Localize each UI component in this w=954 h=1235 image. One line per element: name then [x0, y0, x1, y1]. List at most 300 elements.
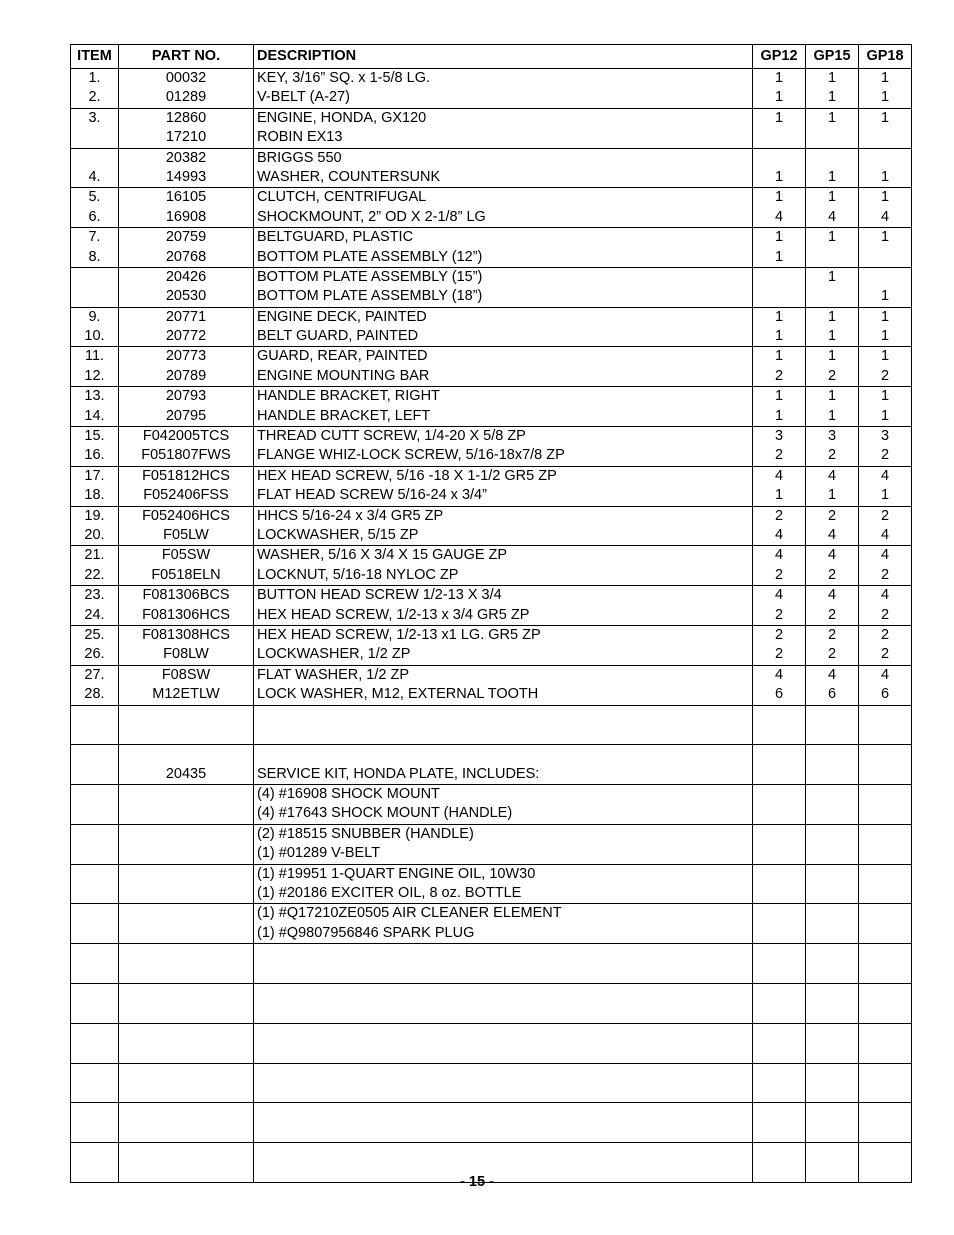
table-row: [71, 1023, 912, 1063]
description-cell: [254, 466, 753, 506]
cell-line: [753, 825, 805, 844]
cell-line: [257, 1064, 752, 1083]
cell-line: [119, 745, 253, 764]
cell-line: 1: [774, 388, 784, 405]
qty-gp18-cell: [859, 347, 912, 387]
table-row: [71, 904, 912, 944]
cell-line: 1: [827, 328, 837, 345]
parts-table: [70, 44, 912, 1183]
cell-line: 20530: [165, 288, 207, 305]
cell-line: 4: [827, 666, 837, 683]
cell-line: 1: [774, 70, 784, 86]
cell-line: 4: [827, 208, 837, 225]
part-no-cell: [119, 1103, 254, 1143]
cell-line: LOCK WASHER, M12, EXTERNAL TOOTH: [257, 686, 539, 703]
cell-line: [753, 904, 805, 923]
part-no-cell: [119, 705, 254, 745]
cell-line: 1: [774, 109, 784, 126]
description-cell: [254, 387, 753, 427]
description-cell: [254, 1103, 753, 1143]
col-header-gp18: GP18: [859, 45, 912, 69]
cell-line: [71, 1103, 118, 1122]
qty-gp15-cell: [806, 864, 859, 904]
cell-line: 2: [880, 646, 890, 663]
cell-line: [71, 1003, 118, 1022]
cell-line: 4: [774, 587, 784, 604]
cell-line: [71, 725, 118, 744]
description-cell: [254, 944, 753, 984]
cell-line: 4: [880, 547, 890, 564]
cell-line: [119, 884, 253, 903]
qty-gp15-cell: [806, 1023, 859, 1063]
description-cell: [254, 586, 753, 626]
cell-line: 1: [827, 348, 837, 365]
qty-gp12-cell: [753, 546, 806, 586]
item-cell: [71, 69, 119, 109]
cell-line: 3: [774, 428, 784, 445]
description-cell: [254, 307, 753, 347]
cell-line: [753, 128, 805, 147]
cell-line: 16.: [84, 447, 105, 464]
cell-line: [859, 268, 911, 287]
cell-line: 12.: [84, 367, 105, 384]
cell-line: 21.: [84, 547, 105, 564]
cell-line: BUTTON HEAD SCREW 1/2-13 X 3/4: [257, 587, 502, 604]
col-header-item: ITEM: [71, 45, 119, 69]
cell-line: M12ETLW: [152, 686, 220, 703]
qty-gp18-cell: [859, 188, 912, 228]
cell-line: [859, 984, 911, 1003]
qty-gp18-cell: [859, 108, 912, 148]
item-cell: [71, 148, 119, 188]
qty-gp15-cell: [806, 625, 859, 665]
table-row: [71, 1103, 912, 1143]
description-cell: [254, 705, 753, 745]
cell-line: 1: [880, 189, 890, 206]
cell-line: 1: [827, 89, 837, 106]
part-no-cell: [119, 506, 254, 546]
qty-gp12-cell: [753, 904, 806, 944]
cell-line: ENGINE DECK, PAINTED: [257, 308, 427, 325]
cell-line: [71, 149, 118, 168]
qty-gp18-cell: [859, 466, 912, 506]
cell-line: [257, 944, 752, 963]
qty-gp12-cell: [753, 864, 806, 904]
qty-gp12-cell: [753, 188, 806, 228]
cell-line: [71, 1123, 118, 1142]
cell-line: 4: [880, 467, 890, 484]
qty-gp12-cell: [753, 944, 806, 984]
cell-line: 1: [774, 248, 784, 265]
cell-line: (1) #19951 1-QUART ENGINE OIL, 10W30: [257, 865, 536, 882]
cell-line: [119, 706, 253, 725]
description-cell: [254, 904, 753, 944]
part-no-cell: [119, 387, 254, 427]
description-cell: [254, 745, 753, 785]
cell-line: [257, 745, 752, 764]
qty-gp12-cell: [753, 108, 806, 148]
qty-gp15-cell: [806, 148, 859, 188]
cell-line: 1: [880, 407, 890, 424]
cell-line: 1: [827, 109, 837, 126]
part-no-cell: [119, 427, 254, 467]
cell-line: [753, 1003, 805, 1022]
table-row: [71, 705, 912, 745]
cell-line: [71, 884, 118, 903]
cell-line: [119, 865, 253, 884]
qty-gp18-cell: [859, 586, 912, 626]
cell-line: [859, 964, 911, 983]
part-no-cell: [119, 625, 254, 665]
cell-line: [753, 287, 805, 306]
cell-line: [806, 149, 858, 168]
cell-line: [119, 1064, 253, 1083]
cell-line: [806, 745, 858, 764]
cell-line: 28.: [84, 686, 105, 703]
cell-line: [71, 745, 118, 764]
item-cell: [71, 427, 119, 467]
cell-line: 6: [880, 686, 890, 703]
cell-line: [753, 1024, 805, 1043]
cell-line: [859, 804, 911, 823]
cell-line: [859, 904, 911, 923]
cell-line: [753, 964, 805, 983]
cell-line: [71, 1143, 118, 1162]
cell-line: HEX HEAD SCREW, 1/2-13 x1 LG. GR5 ZP: [257, 626, 541, 643]
cell-line: 1: [827, 487, 837, 504]
cell-line: [859, 865, 911, 884]
cell-line: [806, 785, 858, 804]
item-cell: [71, 267, 119, 307]
cell-line: 4: [827, 587, 837, 604]
qty-gp12-cell: [753, 983, 806, 1023]
cell-line: WASHER, 5/16 X 3/4 X 15 GAUGE ZP: [257, 547, 508, 564]
cell-line: 2: [827, 646, 837, 663]
cell-line: [806, 804, 858, 823]
qty-gp18-cell: [859, 785, 912, 825]
table-row: [71, 983, 912, 1023]
qty-gp12-cell: [753, 586, 806, 626]
cell-line: [71, 804, 118, 823]
cell-line: [257, 725, 752, 744]
cell-line: FLAT WASHER, 1/2 ZP: [257, 666, 410, 683]
table-row: [71, 1063, 912, 1103]
cell-line: [859, 1103, 911, 1122]
cell-line: [859, 1123, 911, 1142]
qty-gp12-cell: [753, 665, 806, 705]
qty-gp15-cell: [806, 785, 859, 825]
cell-line: 4: [880, 666, 890, 683]
cell-line: [71, 785, 118, 804]
cell-line: [859, 248, 911, 267]
cell-line: [119, 1024, 253, 1043]
cell-line: HANDLE BRACKET, LEFT: [257, 407, 431, 424]
qty-gp18-cell: [859, 228, 912, 268]
cell-line: [753, 1043, 805, 1062]
cell-line: [806, 884, 858, 903]
table-row: [71, 824, 912, 864]
item-cell: [71, 864, 119, 904]
cell-line: 2: [774, 507, 784, 524]
description-cell: [254, 347, 753, 387]
cell-line: [753, 804, 805, 823]
cell-line: [257, 1043, 752, 1062]
cell-line: V-BELT (A-27): [257, 89, 350, 106]
part-no-cell: [119, 904, 254, 944]
cell-line: 2: [774, 447, 784, 464]
description-cell: [254, 1063, 753, 1103]
description-cell: [254, 1023, 753, 1063]
table-row: [71, 506, 912, 546]
cell-line: 2: [774, 566, 784, 583]
qty-gp12-cell: [753, 347, 806, 387]
qty-gp18-cell: [859, 944, 912, 984]
cell-line: SERVICE KIT, HONDA PLATE, INCLUDES:: [257, 765, 540, 782]
cell-line: [806, 944, 858, 963]
cell-line: 1: [880, 89, 890, 106]
part-no-cell: [119, 1023, 254, 1063]
qty-gp18-cell: [859, 148, 912, 188]
cell-line: [753, 268, 805, 287]
cell-line: [859, 1143, 911, 1162]
description-cell: [254, 427, 753, 467]
part-no-cell: [119, 69, 254, 109]
cell-line: [71, 904, 118, 923]
cell-line: [859, 884, 911, 903]
cell-line: [753, 1103, 805, 1122]
cell-line: 3: [827, 428, 837, 445]
cell-line: [119, 964, 253, 983]
cell-line: 1: [880, 388, 890, 405]
cell-line: [257, 1103, 752, 1122]
item-cell: [71, 387, 119, 427]
cell-line: 1: [880, 109, 890, 126]
cell-line: [71, 128, 118, 147]
cell-line: [71, 1043, 118, 1062]
cell-line: F0518ELN: [151, 566, 221, 583]
part-no-cell: [119, 1063, 254, 1103]
cell-line: LOCKWASHER, 5/15 ZP: [257, 526, 419, 543]
qty-gp15-cell: [806, 387, 859, 427]
part-no-cell: [119, 944, 254, 984]
cell-line: [806, 1143, 858, 1162]
cell-line: KEY, 3/16” SQ. x 1-5/8 LG.: [257, 70, 431, 86]
description-cell: [254, 864, 753, 904]
cell-line: 2: [774, 367, 784, 384]
cell-line: 13.: [84, 388, 105, 405]
cell-line: [119, 1123, 253, 1142]
table-row: [71, 307, 912, 347]
part-no-cell: [119, 347, 254, 387]
cell-line: [753, 1143, 805, 1162]
qty-gp18-cell: [859, 665, 912, 705]
part-no-cell: [119, 824, 254, 864]
qty-gp12-cell: [753, 745, 806, 785]
cell-line: [753, 884, 805, 903]
cell-line: 5.: [88, 189, 101, 206]
cell-line: [257, 1123, 752, 1142]
part-no-cell: [119, 983, 254, 1023]
cell-line: 1: [827, 229, 837, 246]
cell-line: [753, 725, 805, 744]
cell-line: 3.: [88, 109, 101, 126]
qty-gp18-cell: [859, 267, 912, 307]
cell-line: 20795: [165, 407, 207, 424]
cell-line: THREAD CUTT SCREW, 1/4-20 X 5/8 ZP: [257, 428, 526, 445]
cell-line: 22.: [84, 566, 105, 583]
cell-line: 4: [880, 526, 890, 543]
cell-line: [753, 984, 805, 1003]
cell-line: [806, 1043, 858, 1062]
cell-line: [71, 1064, 118, 1083]
header-row: [71, 45, 912, 69]
part-no-cell: [119, 307, 254, 347]
cell-line: BOTTOM PLATE ASSEMBLY (15”): [257, 268, 483, 285]
cell-line: [806, 865, 858, 884]
cell-line: [71, 924, 118, 943]
cell-line: [859, 1003, 911, 1022]
qty-gp12-cell: [753, 625, 806, 665]
item-cell: [71, 188, 119, 228]
cell-line: [753, 745, 805, 764]
cell-line: 4: [880, 208, 890, 225]
cell-line: 20768: [165, 248, 207, 265]
cell-line: [119, 825, 253, 844]
cell-line: [806, 1123, 858, 1142]
table-row: [71, 944, 912, 984]
table-row: [71, 387, 912, 427]
cell-line: BOTTOM PLATE ASSEMBLY (12”): [257, 248, 483, 265]
cell-line: 1: [774, 229, 784, 246]
cell-line: [71, 825, 118, 844]
cell-line: [806, 287, 858, 306]
cell-line: [753, 844, 805, 863]
table-row: [71, 625, 912, 665]
cell-line: 1: [880, 487, 890, 504]
qty-gp15-cell: [806, 665, 859, 705]
qty-gp18-cell: [859, 1023, 912, 1063]
cell-line: 17210: [165, 129, 207, 146]
cell-line: (1) #Q17210ZE0505 AIR CLEANER ELEMENT: [257, 905, 562, 922]
qty-gp18-cell: [859, 745, 912, 785]
cell-line: 01289: [165, 89, 207, 106]
cell-line: WASHER, COUNTERSUNK: [257, 168, 441, 185]
cell-line: [859, 785, 911, 804]
item-cell: [71, 1063, 119, 1103]
cell-line: [806, 904, 858, 923]
part-no-cell: [119, 148, 254, 188]
cell-line: [859, 1024, 911, 1043]
cell-line: 6.: [88, 208, 101, 225]
cell-line: 14.: [84, 407, 105, 424]
cell-line: 20771: [165, 308, 207, 325]
qty-gp18-cell: [859, 546, 912, 586]
cell-line: 1: [827, 70, 837, 86]
qty-gp12-cell: [753, 466, 806, 506]
cell-line: 11.: [84, 348, 105, 365]
cell-line: [859, 128, 911, 147]
cell-line: 00032: [165, 70, 207, 86]
cell-line: 2: [774, 646, 784, 663]
cell-line: 4.: [88, 168, 101, 185]
cell-line: 2: [774, 626, 784, 643]
cell-line: 6: [774, 686, 784, 703]
cell-line: [71, 1024, 118, 1043]
cell-line: [257, 1143, 752, 1162]
cell-line: 20793: [165, 388, 207, 405]
cell-line: [119, 944, 253, 963]
part-no-cell: [119, 586, 254, 626]
qty-gp12-cell: [753, 785, 806, 825]
cell-line: 1: [827, 388, 837, 405]
cell-line: 2: [880, 566, 890, 583]
qty-gp12-cell: [753, 1023, 806, 1063]
cell-line: 3: [880, 428, 890, 445]
cell-line: [806, 1064, 858, 1083]
part-no-cell: [119, 228, 254, 268]
cell-line: [753, 1123, 805, 1142]
cell-line: F081306BCS: [142, 587, 230, 604]
cell-line: 2: [827, 566, 837, 583]
description-cell: [254, 506, 753, 546]
cell-line: LOCKWASHER, 1/2 ZP: [257, 646, 411, 663]
cell-line: [257, 984, 752, 1003]
qty-gp12-cell: [753, 705, 806, 745]
part-no-cell: [119, 108, 254, 148]
qty-gp15-cell: [806, 466, 859, 506]
cell-line: ENGINE, HONDA, GX120: [257, 109, 427, 126]
cell-line: [806, 924, 858, 943]
qty-gp15-cell: [806, 944, 859, 984]
cell-line: [257, 1083, 752, 1102]
cell-line: [753, 944, 805, 963]
col-header-description: DESCRIPTION: [254, 45, 753, 69]
cell-line: [859, 944, 911, 963]
table-row: [71, 228, 912, 268]
part-no-cell: [119, 745, 254, 785]
item-cell: [71, 546, 119, 586]
cell-line: [71, 844, 118, 863]
cell-line: [806, 964, 858, 983]
qty-gp15-cell: [806, 705, 859, 745]
description-cell: [254, 983, 753, 1023]
cell-line: 1: [880, 348, 890, 365]
cell-line: [806, 248, 858, 267]
qty-gp12-cell: [753, 1063, 806, 1103]
cell-line: 17.: [84, 467, 105, 484]
cell-line: 20773: [165, 348, 207, 365]
cell-line: 6: [827, 686, 837, 703]
qty-gp15-cell: [806, 427, 859, 467]
cell-line: F08SW: [161, 666, 211, 683]
qty-gp18-cell: [859, 427, 912, 467]
cell-line: 2: [827, 507, 837, 524]
cell-line: 2: [774, 606, 784, 623]
cell-line: 2: [827, 447, 837, 464]
qty-gp15-cell: [806, 745, 859, 785]
cell-line: 1: [774, 487, 784, 504]
cell-line: [257, 706, 752, 725]
table-row: [71, 665, 912, 705]
cell-line: [119, 1103, 253, 1122]
item-cell: [71, 904, 119, 944]
cell-line: [859, 765, 911, 784]
cell-line: [257, 964, 752, 983]
cell-line: 2: [880, 606, 890, 623]
qty-gp15-cell: [806, 188, 859, 228]
col-header-gp12: GP12: [753, 45, 806, 69]
col-header-part-no: PART NO.: [119, 45, 254, 69]
